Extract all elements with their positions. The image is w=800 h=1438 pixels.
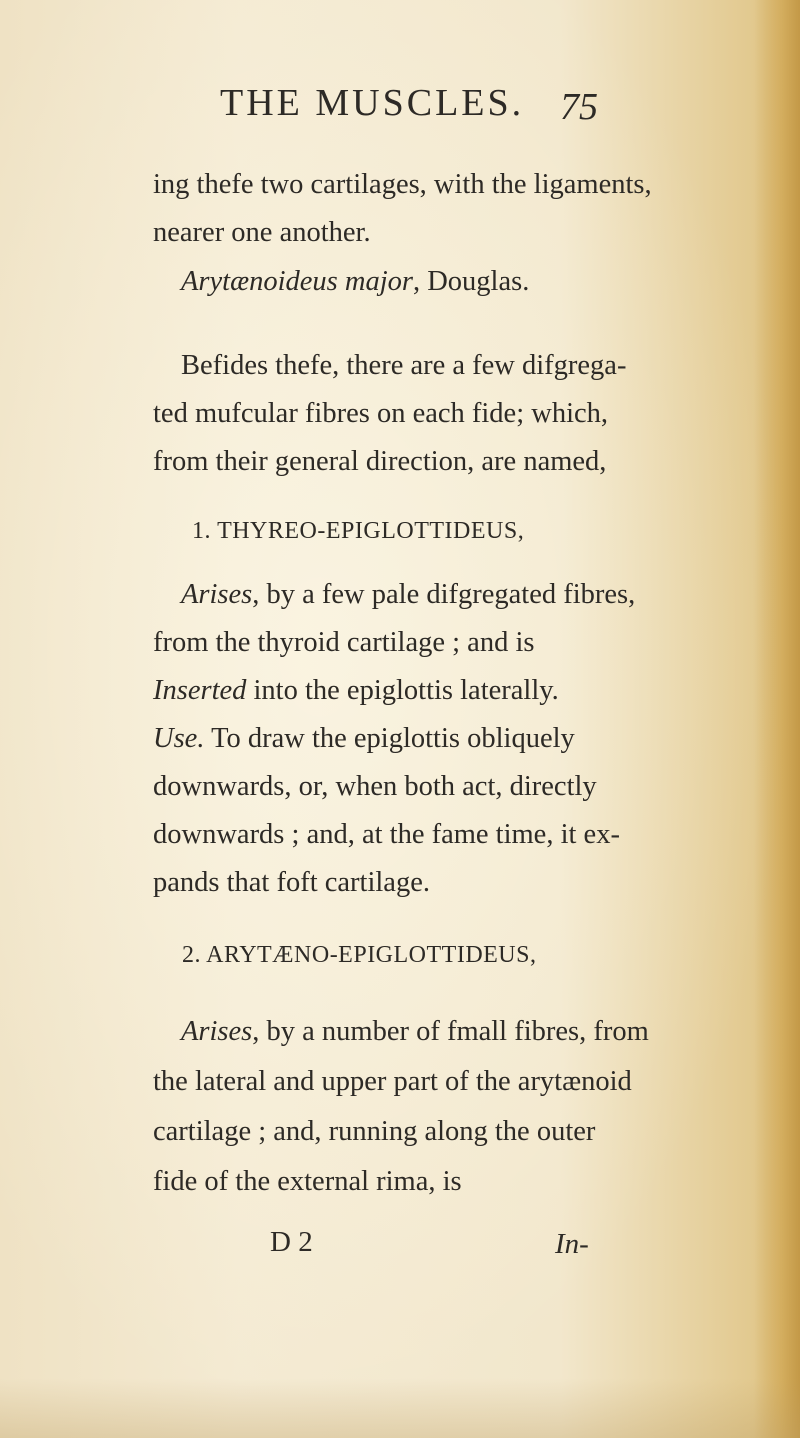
italic-term: Arytænoideus major	[181, 266, 413, 297]
page-header	[220, 78, 620, 128]
italic-term: Inserted	[153, 675, 247, 706]
page-bottom-shadow	[0, 1378, 800, 1438]
text-line: nearer one another.	[153, 217, 371, 248]
italic-term: Arises	[181, 1016, 253, 1047]
text-line: the lateral and upper part of the arytænoid	[153, 1066, 632, 1097]
section-heading: 2. ARYTÆNO-EPIGLOTTIDEUS,	[182, 942, 537, 968]
text-line: fide of the external rima, is	[153, 1166, 462, 1197]
text-line: Arytænoideus major, Douglas.	[181, 266, 530, 297]
text-line: ted mufcular fibres on each fide; which,	[153, 398, 609, 429]
text-line: Arises, by a few pale difgregated fibres,	[181, 579, 636, 610]
italic-term: Use.	[153, 723, 205, 754]
running-head: THE MUSCLES.	[220, 82, 525, 124]
text-line: ing thefe two cartilages, with the ligaments,	[153, 169, 652, 200]
text-line: downwards ; and, at the fame time, it ex-	[153, 819, 620, 850]
text-line: from their general direction, are named,	[153, 446, 607, 477]
section-heading: 1. THYREO-EPIGLOTTIDEUS,	[192, 518, 525, 544]
signature-mark: D 2	[270, 1226, 313, 1258]
text-line: downwards, or, when both act, directly	[153, 771, 597, 802]
text-line: pands that foft cartilage.	[153, 867, 430, 898]
text-line: cartilage ; and, running along the outer	[153, 1116, 596, 1147]
text-line: Inserted into the epiglottis laterally.	[153, 675, 559, 706]
catchword: In-	[555, 1228, 589, 1260]
text-line: from the thyroid cartilage ; and is	[153, 627, 535, 658]
text-line: Befides thefe, there are a few difgrega-	[181, 350, 627, 381]
text-line: Arises, by a number of fmall fibres, from	[181, 1016, 649, 1047]
page-number: 75	[560, 86, 598, 128]
text-line: Use. To draw the epiglottis obliquely	[153, 723, 575, 754]
page-edge-shadow	[754, 0, 800, 1438]
italic-term: Arises	[181, 579, 253, 610]
